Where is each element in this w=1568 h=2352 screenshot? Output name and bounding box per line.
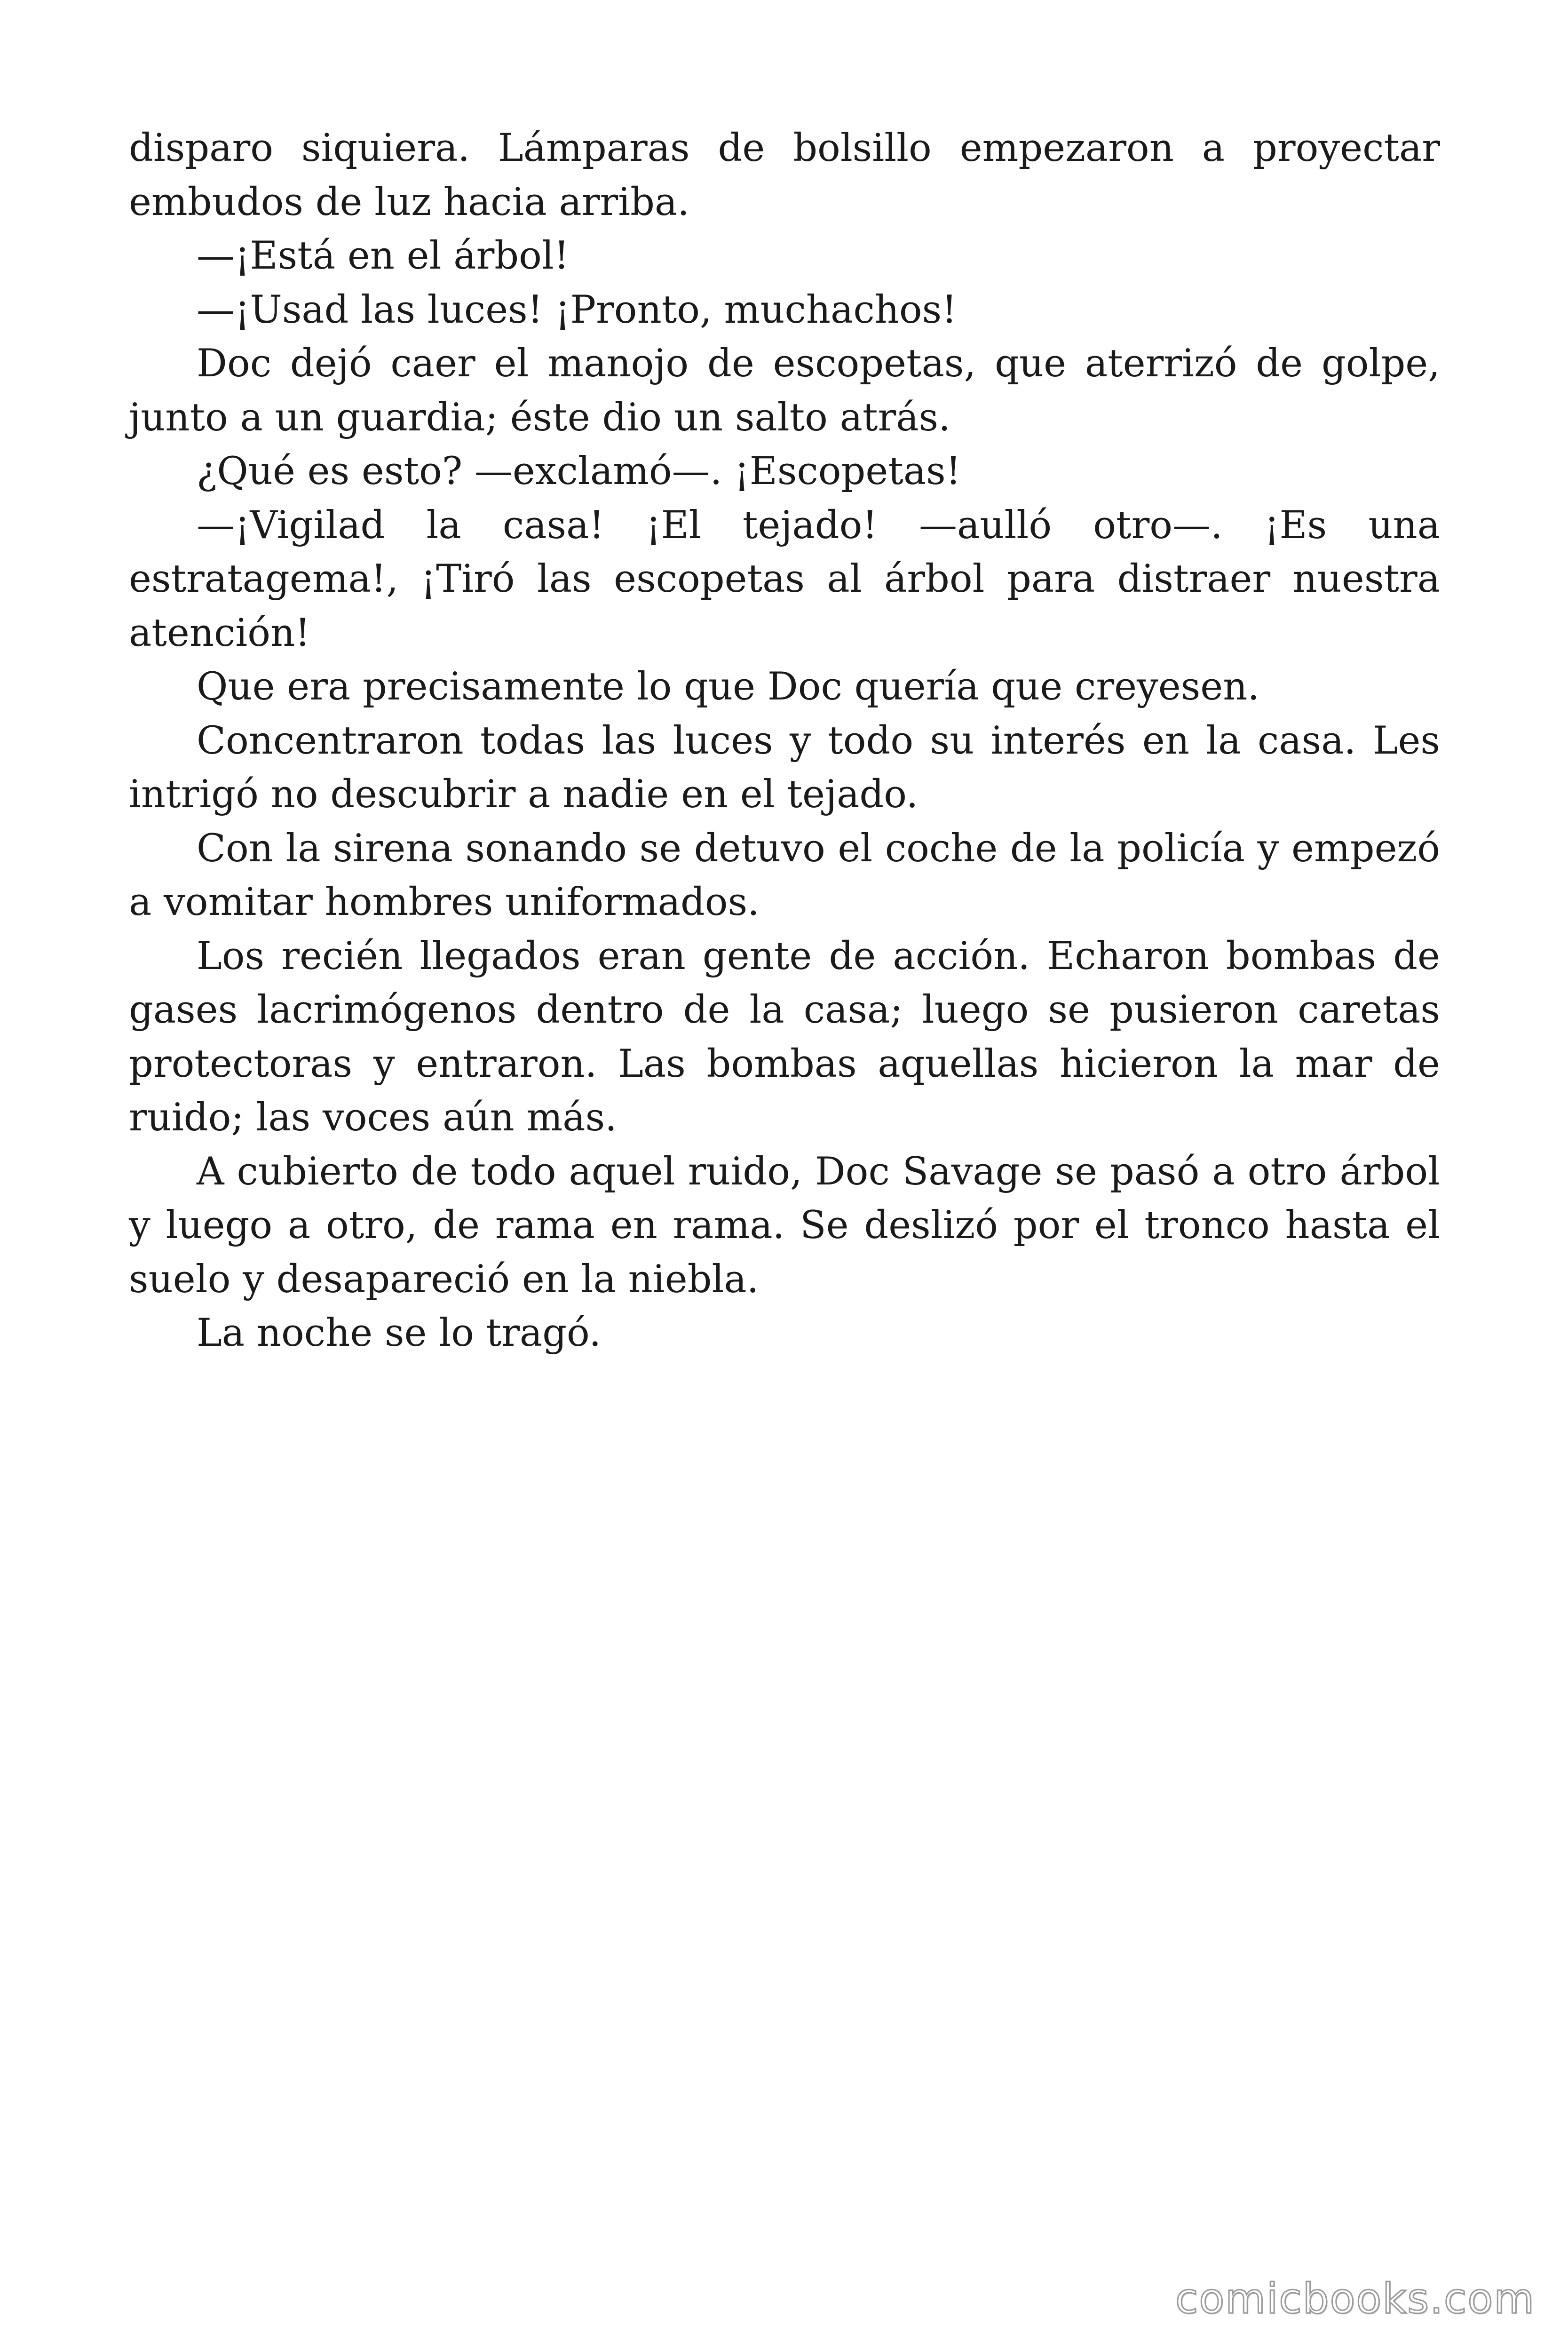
page-text [129, 121, 1440, 1360]
paragraph: La noche se lo tragó. [197, 1311, 602, 1355]
paragraph: Que era precisamente lo que Doc quería que creyesen. [197, 665, 1260, 709]
paragraph: A cubierto de todo aquel ruido, Doc Savage se pasó a otro árbol y luego a otro, de rama en rama. Se deslizó por el tronco hasta el suelo y desapareció en la niebla. [129, 1149, 1440, 1302]
paragraph-dialogue: —¡Usad las luces! ¡Pronto, muchachos! [197, 287, 957, 332]
paragraph-dialogue: ¿Qué es esto? —exclamó—. ¡Escopetas! [197, 449, 961, 493]
paragraph: Con la sirena sonando se detuvo el coche de la policía y empezó a vomitar hombres uniformados. [129, 826, 1440, 924]
watermark: comicbooks.com [1175, 2274, 1535, 2323]
paragraph-dialogue: —¡Vigilad la casa! ¡El tejado! —aulló otro—. ¡Es una estratagema!, ¡Tiró las escopetas al árbol para distraer nuestra atención! [129, 503, 1440, 655]
paragraph: Concentraron todas las luces y todo su interés en la casa. Les intrigó no descubrir a nadie en el tejado. [129, 718, 1440, 817]
paragraph-dialogue: —¡Está en el árbol! [197, 234, 570, 278]
paragraph-continuation: disparo siquiera. Lámparas de bolsillo empezaron a proyectar embudos de luz hacia arriba. [129, 126, 1440, 224]
paragraph: Doc dejó caer el manojo de escopetas, que aterrizó de golpe, junto a un guardia; éste dio un salto atrás. [129, 342, 1440, 440]
paragraph: Los recién llegados eran gente de acción. Echaron bombas de gases lacrimógenos dentro de la casa; luego se pusieron caretas protectoras y entraron. Las bombas aquellas hicieron la mar de ruido; las voces aún más. [129, 934, 1440, 1140]
